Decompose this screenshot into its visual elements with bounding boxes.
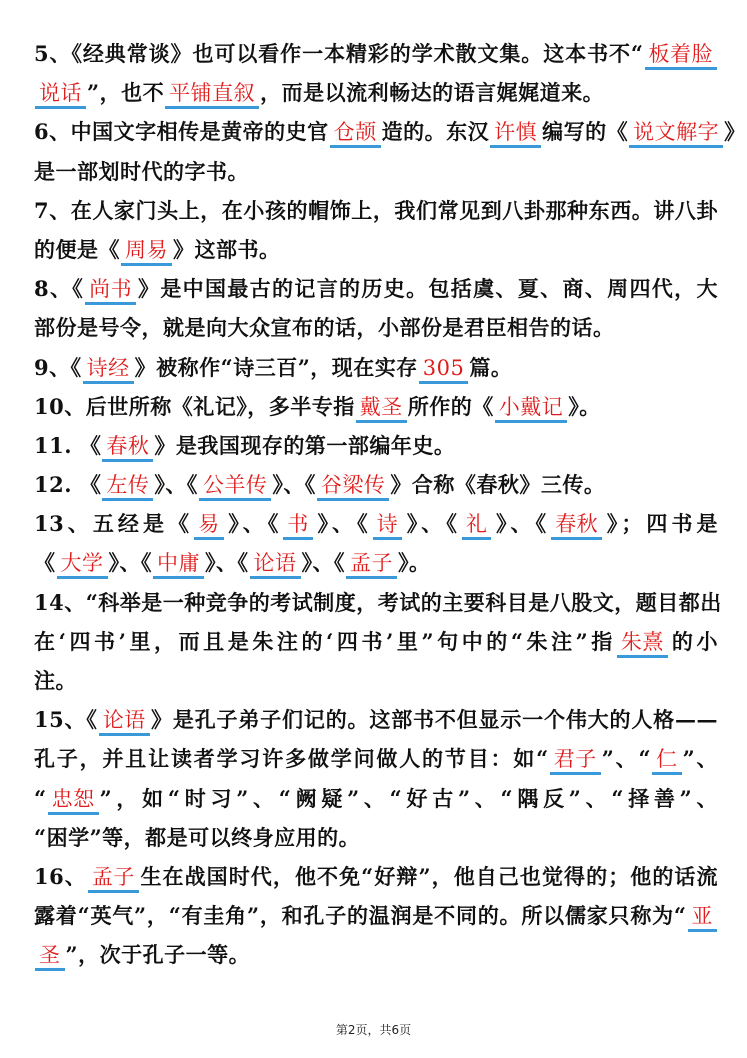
text-line bbox=[34, 230, 718, 269]
answer-fill: 说文解字 bbox=[629, 119, 723, 148]
text-line bbox=[34, 308, 718, 347]
answer-fill: 谷梁传 bbox=[317, 472, 390, 501]
text-line bbox=[34, 935, 718, 974]
answer-fill: 春秋 bbox=[102, 433, 153, 462]
line-text: 》、《 bbox=[205, 550, 249, 576]
answer-fill: 仁 bbox=[652, 746, 682, 775]
line-text: 》是我国现存的第一部编年史。 bbox=[154, 432, 456, 458]
line-text: 14、“科举是一种竞争的考试制度，考试的主要科目是八股文，题目都出 bbox=[34, 589, 722, 615]
answer-fill: 孟子 bbox=[88, 864, 139, 893]
text-line bbox=[34, 191, 718, 230]
line-text: 》、《 bbox=[403, 511, 461, 537]
text-line bbox=[34, 661, 718, 700]
line-text: 》是孔子弟子们记的。这部书不但显示一个伟大的人格—— bbox=[150, 707, 718, 733]
line-text: 10、后世所称《礼记》，多半专指 bbox=[34, 393, 355, 419]
answer-fill: 春秋 bbox=[551, 511, 602, 540]
line-text: 是一部划时代的字书。 bbox=[34, 158, 249, 184]
answer-fill: 君子 bbox=[550, 746, 601, 775]
answer-fill: 大学 bbox=[57, 550, 108, 579]
text-line bbox=[34, 583, 722, 622]
line-text: 》、《 bbox=[492, 511, 551, 537]
line-text: 》。 bbox=[568, 393, 601, 419]
line-text: 》；四书是 bbox=[603, 511, 719, 537]
line-text: 6、中国文字相传是黄帝的史官 bbox=[34, 119, 329, 145]
line-text: ，而是以流利畅达的语言娓娓道来。 bbox=[260, 80, 605, 106]
line-text: 》、《 bbox=[108, 550, 152, 576]
line-text: 》 bbox=[724, 119, 746, 145]
text-line bbox=[34, 348, 718, 387]
text-line bbox=[34, 426, 718, 465]
answer-fill: 礼 bbox=[462, 511, 492, 540]
text-line bbox=[34, 504, 718, 543]
line-text: 》、《 bbox=[301, 550, 345, 576]
line-text: 7、在人家门头上，在小孩的帽饰上，我们常见到八卦那种东西。讲八卦 bbox=[34, 197, 718, 223]
line-text: 9、《 bbox=[34, 354, 82, 380]
question-list bbox=[34, 34, 746, 975]
answer-fill: 说话 bbox=[35, 80, 86, 109]
answer-fill: 忠恕 bbox=[48, 786, 99, 815]
answer-fill: 许慎 bbox=[490, 119, 541, 148]
answer-fill: 中庸 bbox=[153, 550, 204, 579]
line-text: 所作的《 bbox=[407, 393, 494, 419]
answer-fill: 亚 bbox=[688, 903, 718, 932]
text-line bbox=[34, 112, 746, 151]
answer-fill: 圣 bbox=[35, 942, 65, 971]
line-text: 》。 bbox=[398, 550, 431, 576]
line-text: 孔子，并且让读者学习许多做学问做人的节目：如“ bbox=[34, 746, 549, 772]
text-line bbox=[34, 73, 718, 112]
text-line bbox=[34, 465, 718, 504]
line-text: 在‘四书’里，而且是朱注的‘四书’里”句中的“朱注”指 bbox=[34, 628, 616, 654]
line-text: 》是中国最古的记言的历史。包括虞、夏、商、周四代，大 bbox=[137, 276, 718, 302]
answer-fill: 周易 bbox=[121, 237, 172, 266]
line-text: 编写的《 bbox=[542, 119, 629, 145]
page-footer: 第2页，共6页 bbox=[335, 1023, 412, 1037]
answer-fill: 305 bbox=[419, 355, 469, 384]
text-line bbox=[34, 269, 718, 308]
text-line bbox=[34, 152, 718, 191]
line-text: 15、《 bbox=[34, 707, 98, 733]
line-text: 》、《 bbox=[272, 472, 316, 498]
answer-fill: 朱熹 bbox=[617, 629, 668, 658]
line-text: 》被称作“诗三百”，现在实存 bbox=[134, 354, 418, 380]
answer-fill: 小戴记 bbox=[495, 394, 568, 423]
line-text: 部份是号令，就是向大众宣布的话，小部份是君臣相告的话。 bbox=[34, 315, 615, 341]
line-text: 篇。 bbox=[469, 354, 513, 380]
text-line bbox=[34, 857, 718, 896]
text-line bbox=[34, 387, 718, 426]
answer-fill: 诗经 bbox=[83, 355, 134, 384]
line-text: 》、《 bbox=[154, 472, 198, 498]
line-text: 》合称《春秋》三传。 bbox=[390, 472, 606, 498]
text-line bbox=[34, 739, 718, 778]
line-text: 5、《经典常谈》也可以看作一本精彩的学术散文集。这本书不“ bbox=[34, 41, 644, 66]
text-line bbox=[34, 896, 718, 935]
line-text: 《 bbox=[34, 550, 56, 576]
text-line bbox=[34, 779, 718, 818]
line-text: 露着“英气”，“有圭角”，和孔子的温润是不同的。所以儒家只称为“ bbox=[34, 903, 687, 929]
line-text: 16、 bbox=[34, 863, 87, 889]
line-text: 生在战国时代，他不免“好辩”，他自己也觉得的；他的话流 bbox=[139, 863, 718, 889]
text-line bbox=[34, 700, 718, 739]
line-text: 造的。东汉 bbox=[381, 119, 490, 145]
line-text: ”、“ bbox=[601, 746, 652, 772]
line-text: 》、《 bbox=[224, 511, 283, 537]
line-text: ”，次于孔子一等。 bbox=[65, 942, 251, 968]
answer-fill: 仓颉 bbox=[330, 119, 381, 148]
line-text: 的便是《 bbox=[34, 236, 120, 262]
answer-fill: 板着脸 bbox=[645, 41, 718, 70]
line-text: 12. 《 bbox=[34, 472, 102, 498]
line-text: 》、《 bbox=[313, 511, 372, 537]
line-text: 》这部书。 bbox=[173, 236, 281, 262]
line-text: 11. 《 bbox=[34, 432, 102, 458]
line-text: 13、五经是《 bbox=[34, 511, 194, 537]
line-text: 8、《 bbox=[34, 276, 85, 302]
line-text: “困学”等，都是可以终身应用的。 bbox=[34, 824, 361, 850]
line-text: ”、 bbox=[682, 746, 718, 772]
line-text: 的小 bbox=[668, 628, 718, 654]
answer-fill: 论语 bbox=[99, 707, 150, 736]
text-line bbox=[34, 543, 718, 582]
text-line bbox=[34, 818, 718, 857]
answer-fill: 平铺直叙 bbox=[165, 80, 259, 109]
answer-fill: 公羊传 bbox=[199, 472, 272, 501]
line-text: ”，如“时习”、“阙疑”、“好古”、“隅反”、“择善”、 bbox=[99, 785, 718, 811]
answer-fill: 尚书 bbox=[85, 276, 136, 305]
answer-fill: 诗 bbox=[373, 511, 403, 540]
line-text: ”，也不 bbox=[87, 80, 165, 106]
line-text: “ bbox=[34, 785, 47, 811]
answer-fill: 戴圣 bbox=[356, 394, 407, 423]
answer-fill: 书 bbox=[283, 511, 313, 540]
answer-fill: 论语 bbox=[250, 550, 301, 579]
answer-fill: 易 bbox=[194, 511, 224, 540]
line-text: 注。 bbox=[34, 668, 77, 693]
text-line bbox=[34, 34, 718, 73]
answer-fill: 左传 bbox=[102, 472, 153, 501]
answer-fill: 孟子 bbox=[346, 550, 397, 579]
text-line bbox=[34, 622, 718, 661]
